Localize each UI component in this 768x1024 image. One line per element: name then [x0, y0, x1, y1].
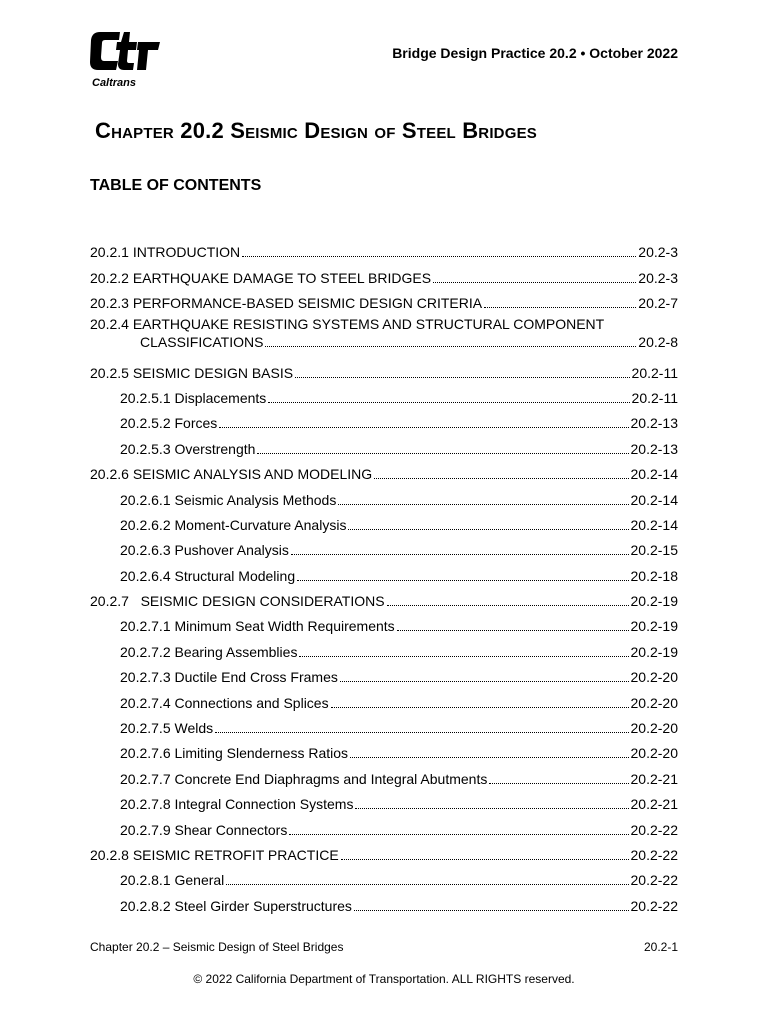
- dot-leader: [341, 859, 629, 860]
- dot-leader: [295, 377, 629, 378]
- toc-entry[interactable]: [90, 661, 678, 686]
- dot-leader: [374, 478, 628, 479]
- toc-entry-page: 20.2-22: [630, 897, 678, 914]
- dot-leader: [338, 504, 628, 505]
- toc-entry-label: 20.2.7.4 Connections and Splices: [120, 694, 329, 711]
- toc-entry-label: 20.2.6.1 Seismic Analysis Methods: [120, 491, 337, 508]
- toc-entry[interactable]: [90, 382, 678, 407]
- toc-entry-label: 20.2.7.7 Concrete End Diaphragms and Integral Abutments: [120, 770, 488, 787]
- dot-leader: [265, 346, 636, 347]
- toc-entry-label: 20.2.4 EARTHQUAKE RESISTING SYSTEMS AND STRUCTURAL COMPONENT: [90, 316, 605, 333]
- toc-entry-page: 20.2-22: [630, 872, 678, 889]
- toc-entry[interactable]: [90, 712, 678, 737]
- toc-entry[interactable]: [90, 356, 678, 381]
- dot-leader: [348, 529, 628, 530]
- toc-entry[interactable]: [90, 839, 678, 864]
- toc-entry-label: 20.2.5.3 Overstrength: [120, 440, 256, 457]
- toc-entry-label: 20.2.7.8 Integral Connection Systems: [120, 796, 354, 813]
- toc-entry-label: 20.2.1 INTRODUCTION: [90, 244, 241, 261]
- dot-leader: [257, 453, 628, 454]
- toc-entry-label: 20.2.8 SEISMIC RETROFIT PRACTICE: [90, 846, 339, 863]
- toc-entry-label: 20.2.7.1 Minimum Seat Width Requirements: [120, 618, 395, 635]
- toc-entry-page: 20.2-8: [638, 334, 678, 351]
- toc-entry[interactable]: [90, 236, 678, 261]
- toc-entry-page: 20.2-15: [630, 542, 678, 559]
- toc-entry-page: 20.2-21: [630, 770, 678, 787]
- dot-leader: [289, 834, 628, 835]
- toc-entry-page: 20.2-22: [630, 846, 678, 863]
- toc-entry[interactable]: [90, 762, 678, 787]
- toc-entry-label-continued: CLASSIFICATIONS: [140, 334, 264, 351]
- toc-entry[interactable]: [90, 287, 678, 312]
- toc-entry[interactable]: [90, 686, 678, 711]
- logo-wordmark: Caltrans: [92, 77, 137, 89]
- toc-entry[interactable]: [90, 788, 678, 813]
- toc-entry-page: 20.2-20: [630, 669, 678, 686]
- toc-entry[interactable]: [90, 432, 678, 457]
- toc-entry-page: 20.2-20: [630, 745, 678, 762]
- toc-entry-label: 20.2.8.2 Steel Girder Superstructures: [120, 897, 352, 914]
- dot-leader: [489, 783, 628, 784]
- toc-heading: TABLE OF CONTENTS: [90, 177, 262, 194]
- dot-leader: [219, 427, 628, 428]
- caltrans-logo: [90, 30, 165, 90]
- toc-entry[interactable]: [90, 864, 678, 889]
- toc-entry-page: 20.2-11: [631, 364, 678, 381]
- dot-leader: [226, 884, 628, 885]
- toc-entry-page: 20.2-20: [630, 720, 678, 737]
- toc-entry-label: 20.2.5.1 Displacements: [120, 389, 267, 406]
- toc-entry-page: 20.2-21: [630, 796, 678, 813]
- toc-entry-label: 20.2.8.1 General: [120, 872, 225, 889]
- dot-leader: [291, 554, 629, 555]
- toc-entry-page: 20.2-7: [638, 295, 678, 312]
- toc-entry-page: 20.2-19: [630, 618, 678, 635]
- toc-entry-label: 20.2.7.5 Welds: [120, 720, 214, 737]
- dot-leader: [433, 282, 636, 283]
- dot-leader: [387, 605, 629, 606]
- toc-entry-label: 20.2.6.4 Structural Modeling: [120, 567, 296, 584]
- dot-leader: [354, 910, 629, 911]
- toc-entry-label: 20.2.5.2 Forces: [120, 415, 218, 432]
- dot-leader: [297, 580, 628, 581]
- dot-leader: [331, 707, 629, 708]
- toc-entry-page: 20.2-11: [631, 389, 678, 406]
- dot-leader: [484, 307, 636, 308]
- toc-entry[interactable]: [90, 458, 678, 483]
- toc-entry-page: 20.2-3: [638, 244, 678, 261]
- toc-entry-label: 20.2.6.2 Moment-Curvature Analysis: [120, 516, 347, 533]
- toc-entry-page: 20.2-14: [630, 466, 678, 483]
- toc-entry-label: 20.2.7.9 Shear Connectors: [120, 821, 288, 838]
- toc-entry-page: 20.2-20: [630, 694, 678, 711]
- toc-entry-label: 20.2.6 SEISMIC ANALYSIS AND MODELING: [90, 466, 373, 483]
- toc-entry-page: 20.2-22: [630, 821, 678, 838]
- toc-entry[interactable]: [90, 407, 678, 432]
- toc-entry[interactable]: [90, 312, 678, 356]
- dot-leader: [397, 630, 629, 631]
- toc-entry[interactable]: [90, 261, 678, 286]
- toc-entry[interactable]: [90, 559, 678, 584]
- toc-entry-page: 20.2-19: [630, 593, 678, 610]
- toc-entry[interactable]: [90, 635, 678, 660]
- toc-entry[interactable]: [90, 534, 678, 559]
- toc-entry-label: 20.2.3 PERFORMANCE-BASED SEISMIC DESIGN CRITERIA: [90, 295, 483, 312]
- document-header: Bridge Design Practice 20.2 • October 2022: [392, 45, 678, 61]
- toc-entry-page: 20.2-19: [630, 643, 678, 660]
- dot-leader: [242, 256, 636, 257]
- toc-entry-label: 20.2.7 SEISMIC DESIGN CONSIDERATIONS: [90, 593, 385, 610]
- footer-chapter: Chapter 20.2 – Seismic Design of Steel Bridges: [90, 940, 344, 954]
- toc-entry-page: 20.2-14: [630, 491, 678, 508]
- dot-leader: [215, 732, 628, 733]
- chapter-title: Chapter 20.2 Seismic Design of Steel Bridges: [95, 118, 537, 143]
- toc-entry[interactable]: [90, 889, 678, 914]
- toc-entry[interactable]: [90, 610, 678, 635]
- toc-entry[interactable]: [90, 813, 678, 838]
- toc-entry-label: 20.2.7.2 Bearing Assemblies: [120, 643, 298, 660]
- toc-entry-label: 20.2.2 EARTHQUAKE DAMAGE TO STEEL BRIDGES: [90, 269, 432, 286]
- footer-page-number: 20.2-1: [643, 940, 678, 954]
- dot-leader: [268, 402, 629, 403]
- toc-entry-page: 20.2-14: [630, 516, 678, 533]
- dot-leader: [350, 757, 628, 758]
- toc-entry[interactable]: [90, 509, 678, 534]
- toc-entry-label: 20.2.5 SEISMIC DESIGN BASIS: [90, 364, 294, 381]
- toc-entry-label: 20.2.7.6 Limiting Slenderness Ratios: [120, 745, 349, 762]
- toc-entry[interactable]: [90, 585, 678, 610]
- toc-entry[interactable]: [90, 483, 678, 508]
- toc-entry-label: 20.2.7.3 Ductile End Cross Frames: [120, 669, 338, 686]
- toc-entry-page: 20.2-3: [638, 269, 678, 286]
- copyright-notice: © 2022 California Department of Transportation. ALL RIGHTS reserved.: [193, 972, 575, 986]
- table-of-contents: [90, 236, 678, 915]
- dot-leader: [340, 681, 629, 682]
- toc-entry-page: 20.2-13: [630, 440, 678, 457]
- toc-entry[interactable]: [90, 737, 678, 762]
- dot-leader: [355, 808, 628, 809]
- toc-entry-page: 20.2-18: [630, 567, 678, 584]
- dot-leader: [299, 656, 628, 657]
- toc-entry-page: 20.2-13: [630, 415, 678, 432]
- toc-entry-label: 20.2.6.3 Pushover Analysis: [120, 542, 289, 559]
